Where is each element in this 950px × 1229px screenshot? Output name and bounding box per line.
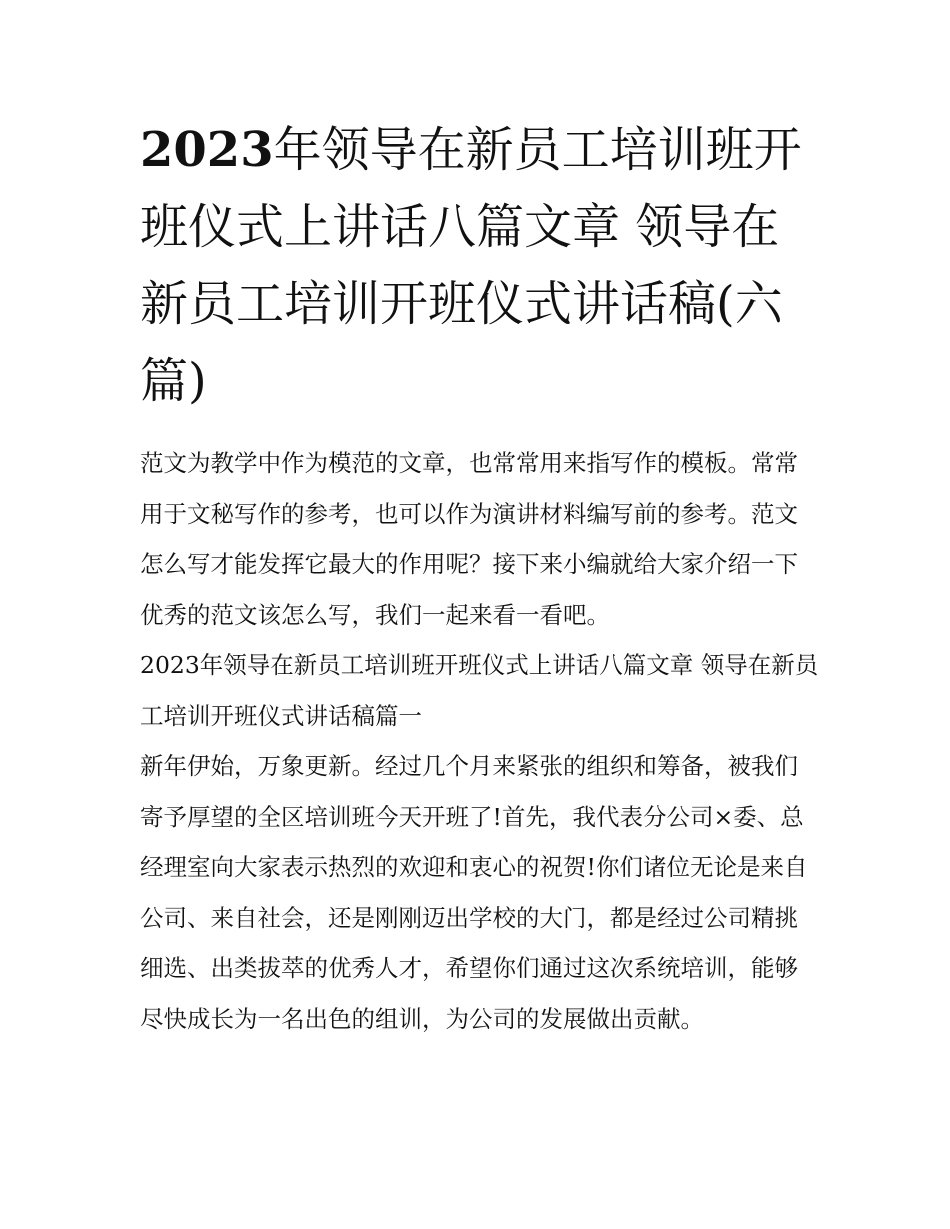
body-paragraph: 新年伊始，万象更新。经过几个月来紧张的组织和筹备，被我们寄予厚望的全区培训班今天开班了!首先，我代表分公司×委、总经理室向大家表示热烈的欢迎和衷心的祝贺!你们诸位无论是来自公司、来自社会，还是刚刚迈出学校的大门，都是经过公司精挑细选、出类拔萃的优秀人才，希望你们通过这次系统培训，能够尽快成长为一名出色的组训，为公司的发展做出贡献。: [140, 752, 808, 1033]
document-title: [140, 112, 820, 420]
intro-paragraph: 范文为教学中作为模范的文章，也常常用来指写作的模板。常常用于文秘写作的参考，也可以作为演讲材料编写前的参考。范文怎么写才能发挥它最大的作用呢？接下来小编就给大家介绍一下优秀的范文该怎么写，我们一起来看一看吧。: [140, 449, 798, 629]
section-heading: 2023年领导在新员工培训班开班仪式上讲话八篇文章 领导在新员工培训开班仪式讲话稿篇一: [140, 651, 819, 730]
title-year: 2023: [140, 122, 274, 178]
document-content: [140, 112, 820, 1044]
title-text: 年领导在新员工培训班开班仪式上讲话八篇文章 领导在新员工培训开班仪式讲话稿(六篇): [140, 122, 802, 409]
